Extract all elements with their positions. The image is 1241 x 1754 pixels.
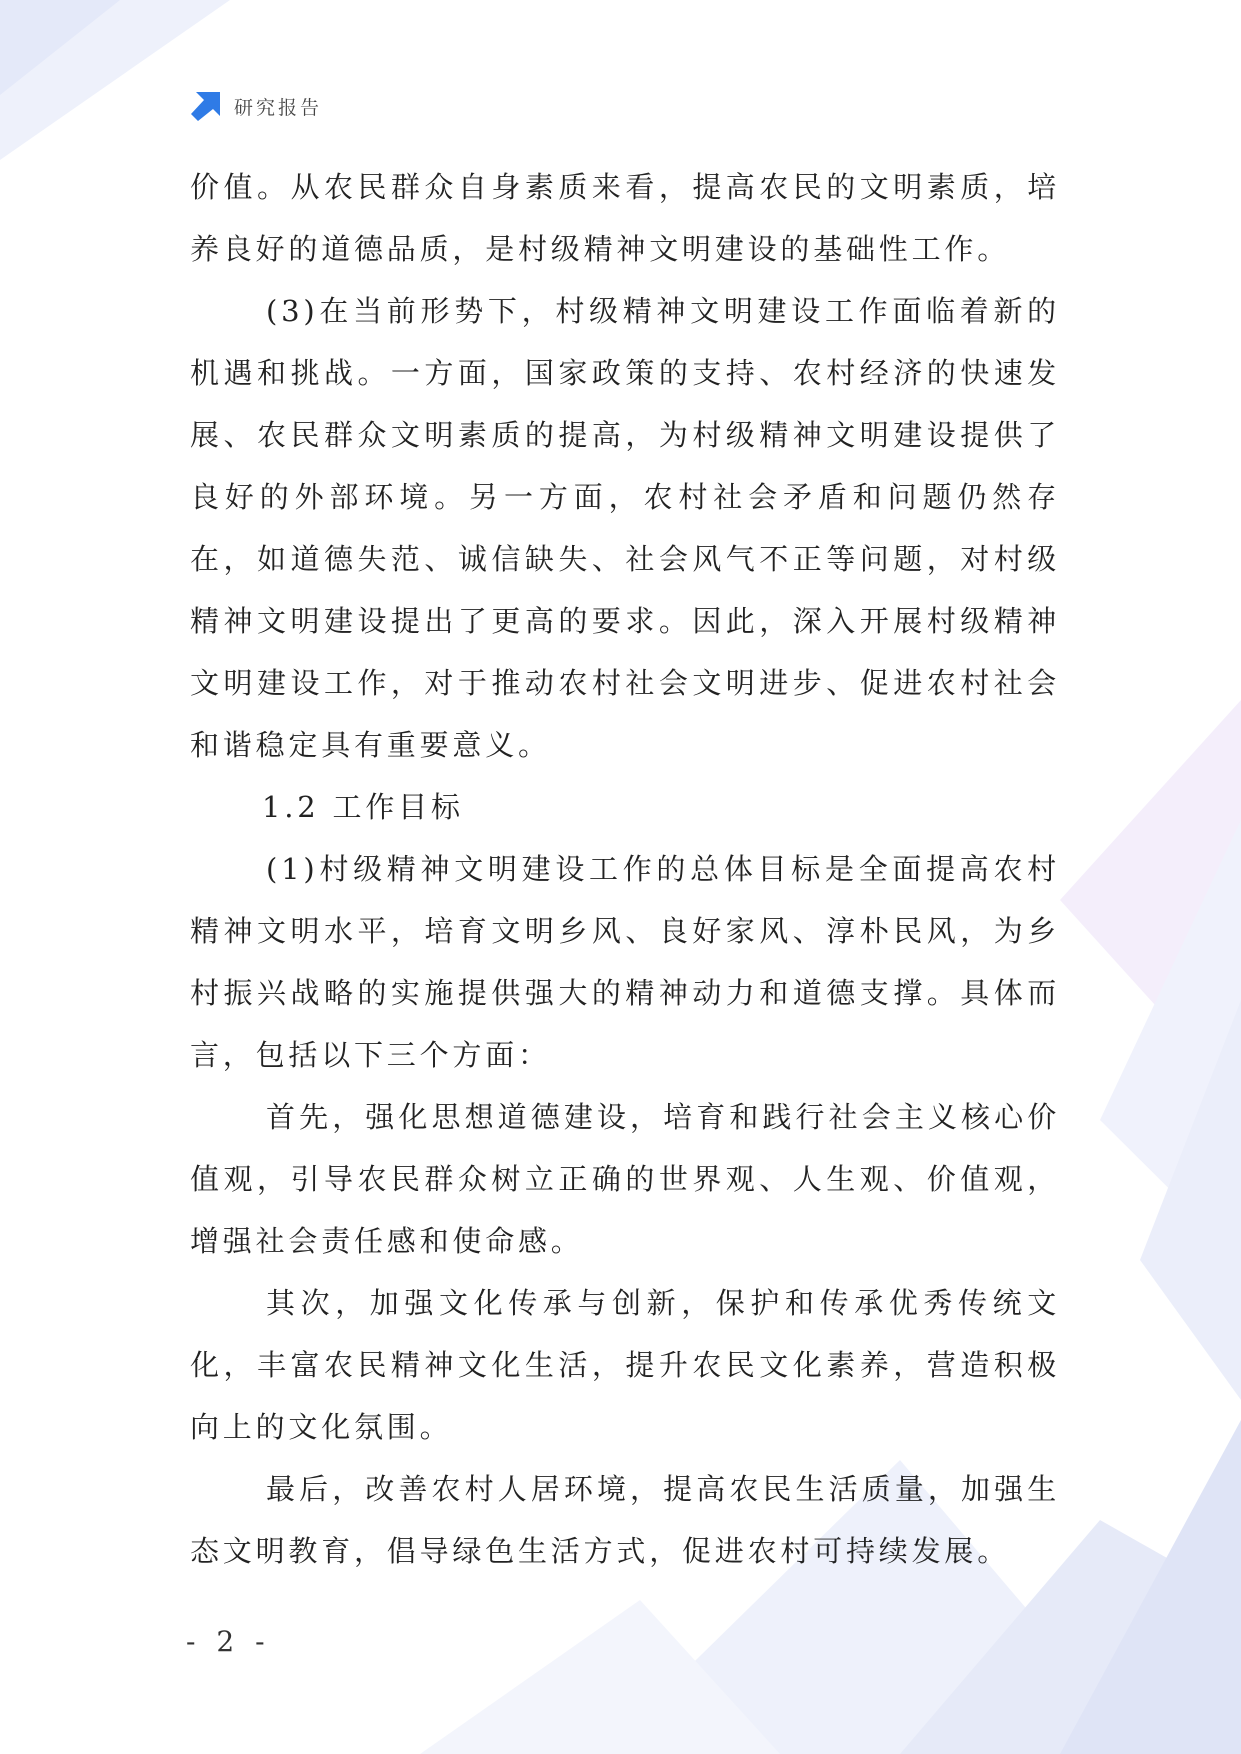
paragraph: 首先，强化思想道德建设，培育和践行社会主义核心价值观，引导农民群众树立正确的世界观、人生观、价值观，增强社会责任感和使命感。 <box>190 1100 1060 1258</box>
document-body <box>190 156 1060 1582</box>
page-number: - 2 - <box>186 1625 271 1658</box>
paragraph: 其次，加强文化传承与创新，保护和传承优秀传统文化，丰富农民精神文化生活，提升农民文化素养，营造积极向上的文化氛围。 <box>190 1286 1060 1444</box>
paragraph: 最后，改善农村人居环境，提高农民生活质量，加强生态文明教育，倡导绿色生活方式，促进农村可持续发展。 <box>190 1472 1060 1568</box>
paragraph: 价值。从农民群众自身素质来看，提高农民的文明素质，培养良好的道德品质，是村级精神文明建设的基础性工作。 <box>190 170 1060 266</box>
header-title: 研究报告 <box>234 96 323 119</box>
paragraph: (3)在当前形势下，村级精神文明建设工作面临着新的机遇和挑战。一方面，国家政策的支持、农村经济的快速发展、农民群众文明素质的提高，为村级精神文明建设提供了良好的外部环境。另一方面，农村社会矛盾和问题仍然存在，如道德失范、诚信缺失、社会风气不正等问题，对村级精神文明建设提出了更高的要求。因此，深入开展村级精神文明建设工作，对于推动农村社会文明进步、促进农村社会和谐稳定具有重要意义。 <box>190 294 1060 762</box>
report-header <box>190 88 322 124</box>
section-heading: 1.2 工作目标 <box>262 790 464 824</box>
arrow-up-right-icon <box>190 90 222 122</box>
paragraph: (1)村级精神文明建设工作的总体目标是全面提高农村精神文明水平，培育文明乡风、良好家风、淳朴民风，为乡村振兴战略的实施提供强大的精神动力和道德支撑。具体而言，包括以下三个方面： <box>190 852 1060 1072</box>
